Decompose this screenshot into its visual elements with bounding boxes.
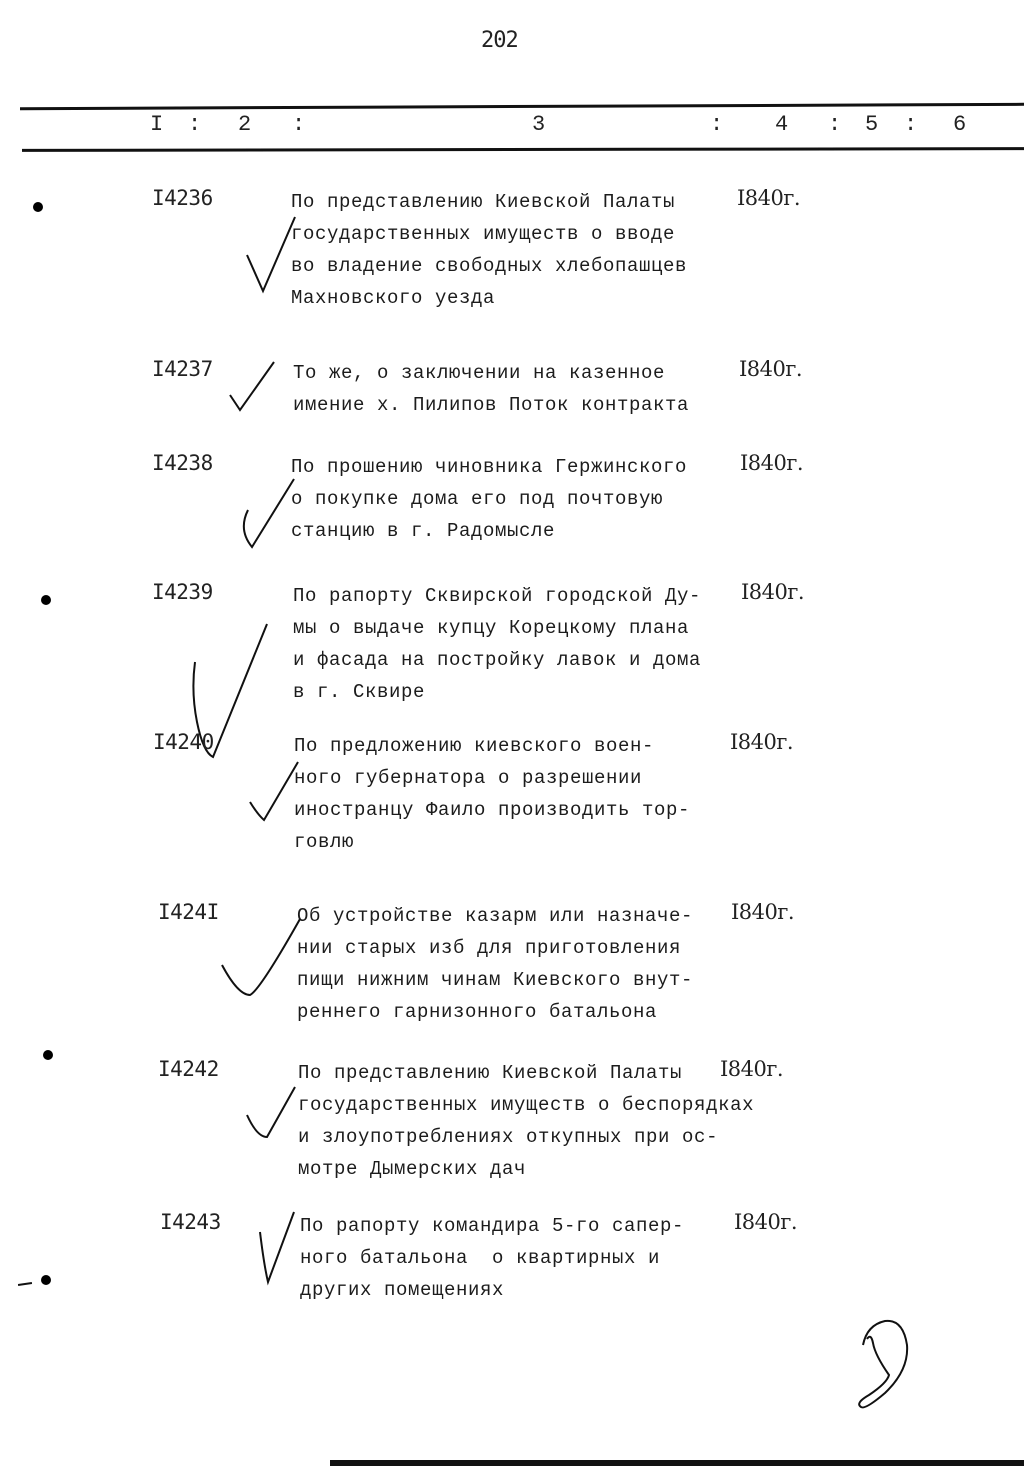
binding-hole-dot	[43, 1050, 53, 1060]
entry-number: I4243	[160, 1210, 221, 1234]
description-line: По предложению киевского воен-	[294, 735, 655, 757]
header-rule-bottom	[22, 147, 1024, 152]
description-line: мы о выдаче купцу Корецкому плана	[293, 617, 690, 639]
entry-number: I424I	[158, 900, 219, 924]
description-line: То же, о заключении на казенное	[293, 362, 666, 384]
column-separator: :	[828, 112, 842, 137]
column-header-1: I	[150, 112, 164, 137]
checkmark-icon	[220, 915, 305, 1000]
description-line: По рапорту командира 5-го сапер-	[300, 1215, 685, 1237]
entry-description	[293, 580, 701, 708]
entry-number: I4242	[158, 1057, 219, 1081]
column-separator: :	[904, 112, 918, 137]
description-line: о покупке дома его под почтовую	[291, 488, 664, 510]
description-line: мотре Дымерских дач	[298, 1158, 527, 1180]
entry-year: I840г.	[720, 1057, 784, 1081]
description-line: во владение свободных хлебопашцев	[291, 255, 688, 277]
column-header-3: 3	[532, 112, 546, 137]
entry-description	[298, 1057, 754, 1185]
column-header-4: 4	[775, 112, 789, 137]
entry-year: I840г.	[731, 900, 795, 924]
margin-dash	[18, 1282, 32, 1286]
description-line: государственных имуществ о вводе	[291, 223, 676, 245]
description-line: станцию в г. Радомысле	[291, 520, 556, 542]
entry-description	[294, 730, 690, 858]
entry-description	[291, 186, 687, 314]
description-line: реннего гарнизонного батальона	[297, 1001, 658, 1023]
description-line: в г. Сквире	[293, 681, 426, 703]
description-line: По рапорту Сквирской городской Ду-	[293, 585, 702, 607]
description-line: нии старых изб для приготовления	[297, 937, 682, 959]
binding-hole-dot	[41, 1275, 51, 1285]
description-line: государственных имуществ о беспорядках	[298, 1094, 755, 1116]
description-line: ного батальона о квартирных и	[300, 1247, 661, 1269]
page-number: 202	[481, 28, 518, 53]
entry-number: I4236	[152, 186, 213, 210]
footer-rule	[330, 1460, 1024, 1466]
description-line: По представлению Киевской Палаты	[298, 1062, 683, 1084]
description-line: иностранцу Фаило производить тор-	[294, 799, 691, 821]
description-line: говлю	[294, 831, 355, 853]
checkmark-icon	[248, 760, 303, 825]
description-line: Махновского уезда	[291, 287, 496, 309]
column-header-6: 6	[953, 112, 967, 137]
description-line: и фасада на постройку лавок и дома	[293, 649, 702, 671]
column-separator: :	[292, 112, 306, 137]
entry-year: I840г.	[737, 186, 801, 210]
checkmark-icon	[228, 360, 278, 415]
checkmark-icon	[238, 475, 298, 550]
entry-year: I840г.	[730, 730, 794, 754]
description-line: По прошению чиновника Гержинского	[291, 456, 688, 478]
entry-number: I4240	[153, 730, 214, 754]
column-header-2: 2	[238, 112, 252, 137]
description-line: Об устройстве казарм или назначе-	[297, 905, 694, 927]
entry-number: I4238	[152, 451, 213, 475]
checkmark-icon	[245, 1085, 300, 1145]
column-separator: :	[188, 112, 202, 137]
description-line: пищи нижним чинам Киевского внут-	[297, 969, 694, 991]
entry-description	[300, 1210, 684, 1306]
header-rule-top	[20, 103, 1024, 110]
column-header-row	[0, 112, 1024, 142]
binding-hole-dot	[33, 202, 43, 212]
description-line: ного губернатора о разрешении	[294, 767, 643, 789]
entry-year: I840г.	[740, 451, 804, 475]
entry-number: I4239	[152, 580, 213, 604]
entry-number: I4237	[152, 357, 213, 381]
entry-year: I840г.	[741, 580, 805, 604]
entry-year: I840г.	[739, 357, 803, 381]
description-line: других помещениях	[300, 1279, 505, 1301]
entry-year: I840г.	[734, 1210, 798, 1234]
checkmark-icon	[258, 1210, 298, 1285]
handwritten-sheet-mark	[855, 1315, 925, 1430]
checkmark-icon	[245, 215, 305, 295]
entry-description	[297, 900, 693, 1028]
description-line: имение х. Пилипов Поток контракта	[293, 394, 690, 416]
entry-description	[291, 451, 687, 547]
column-separator: :	[710, 112, 724, 137]
description-line: и злоупотреблениях откупных при ос-	[298, 1126, 719, 1148]
binding-hole-dot	[41, 595, 51, 605]
column-header-5: 5	[865, 112, 879, 137]
entry-description	[293, 357, 689, 421]
description-line: По представлению Киевской Палаты	[291, 191, 676, 213]
